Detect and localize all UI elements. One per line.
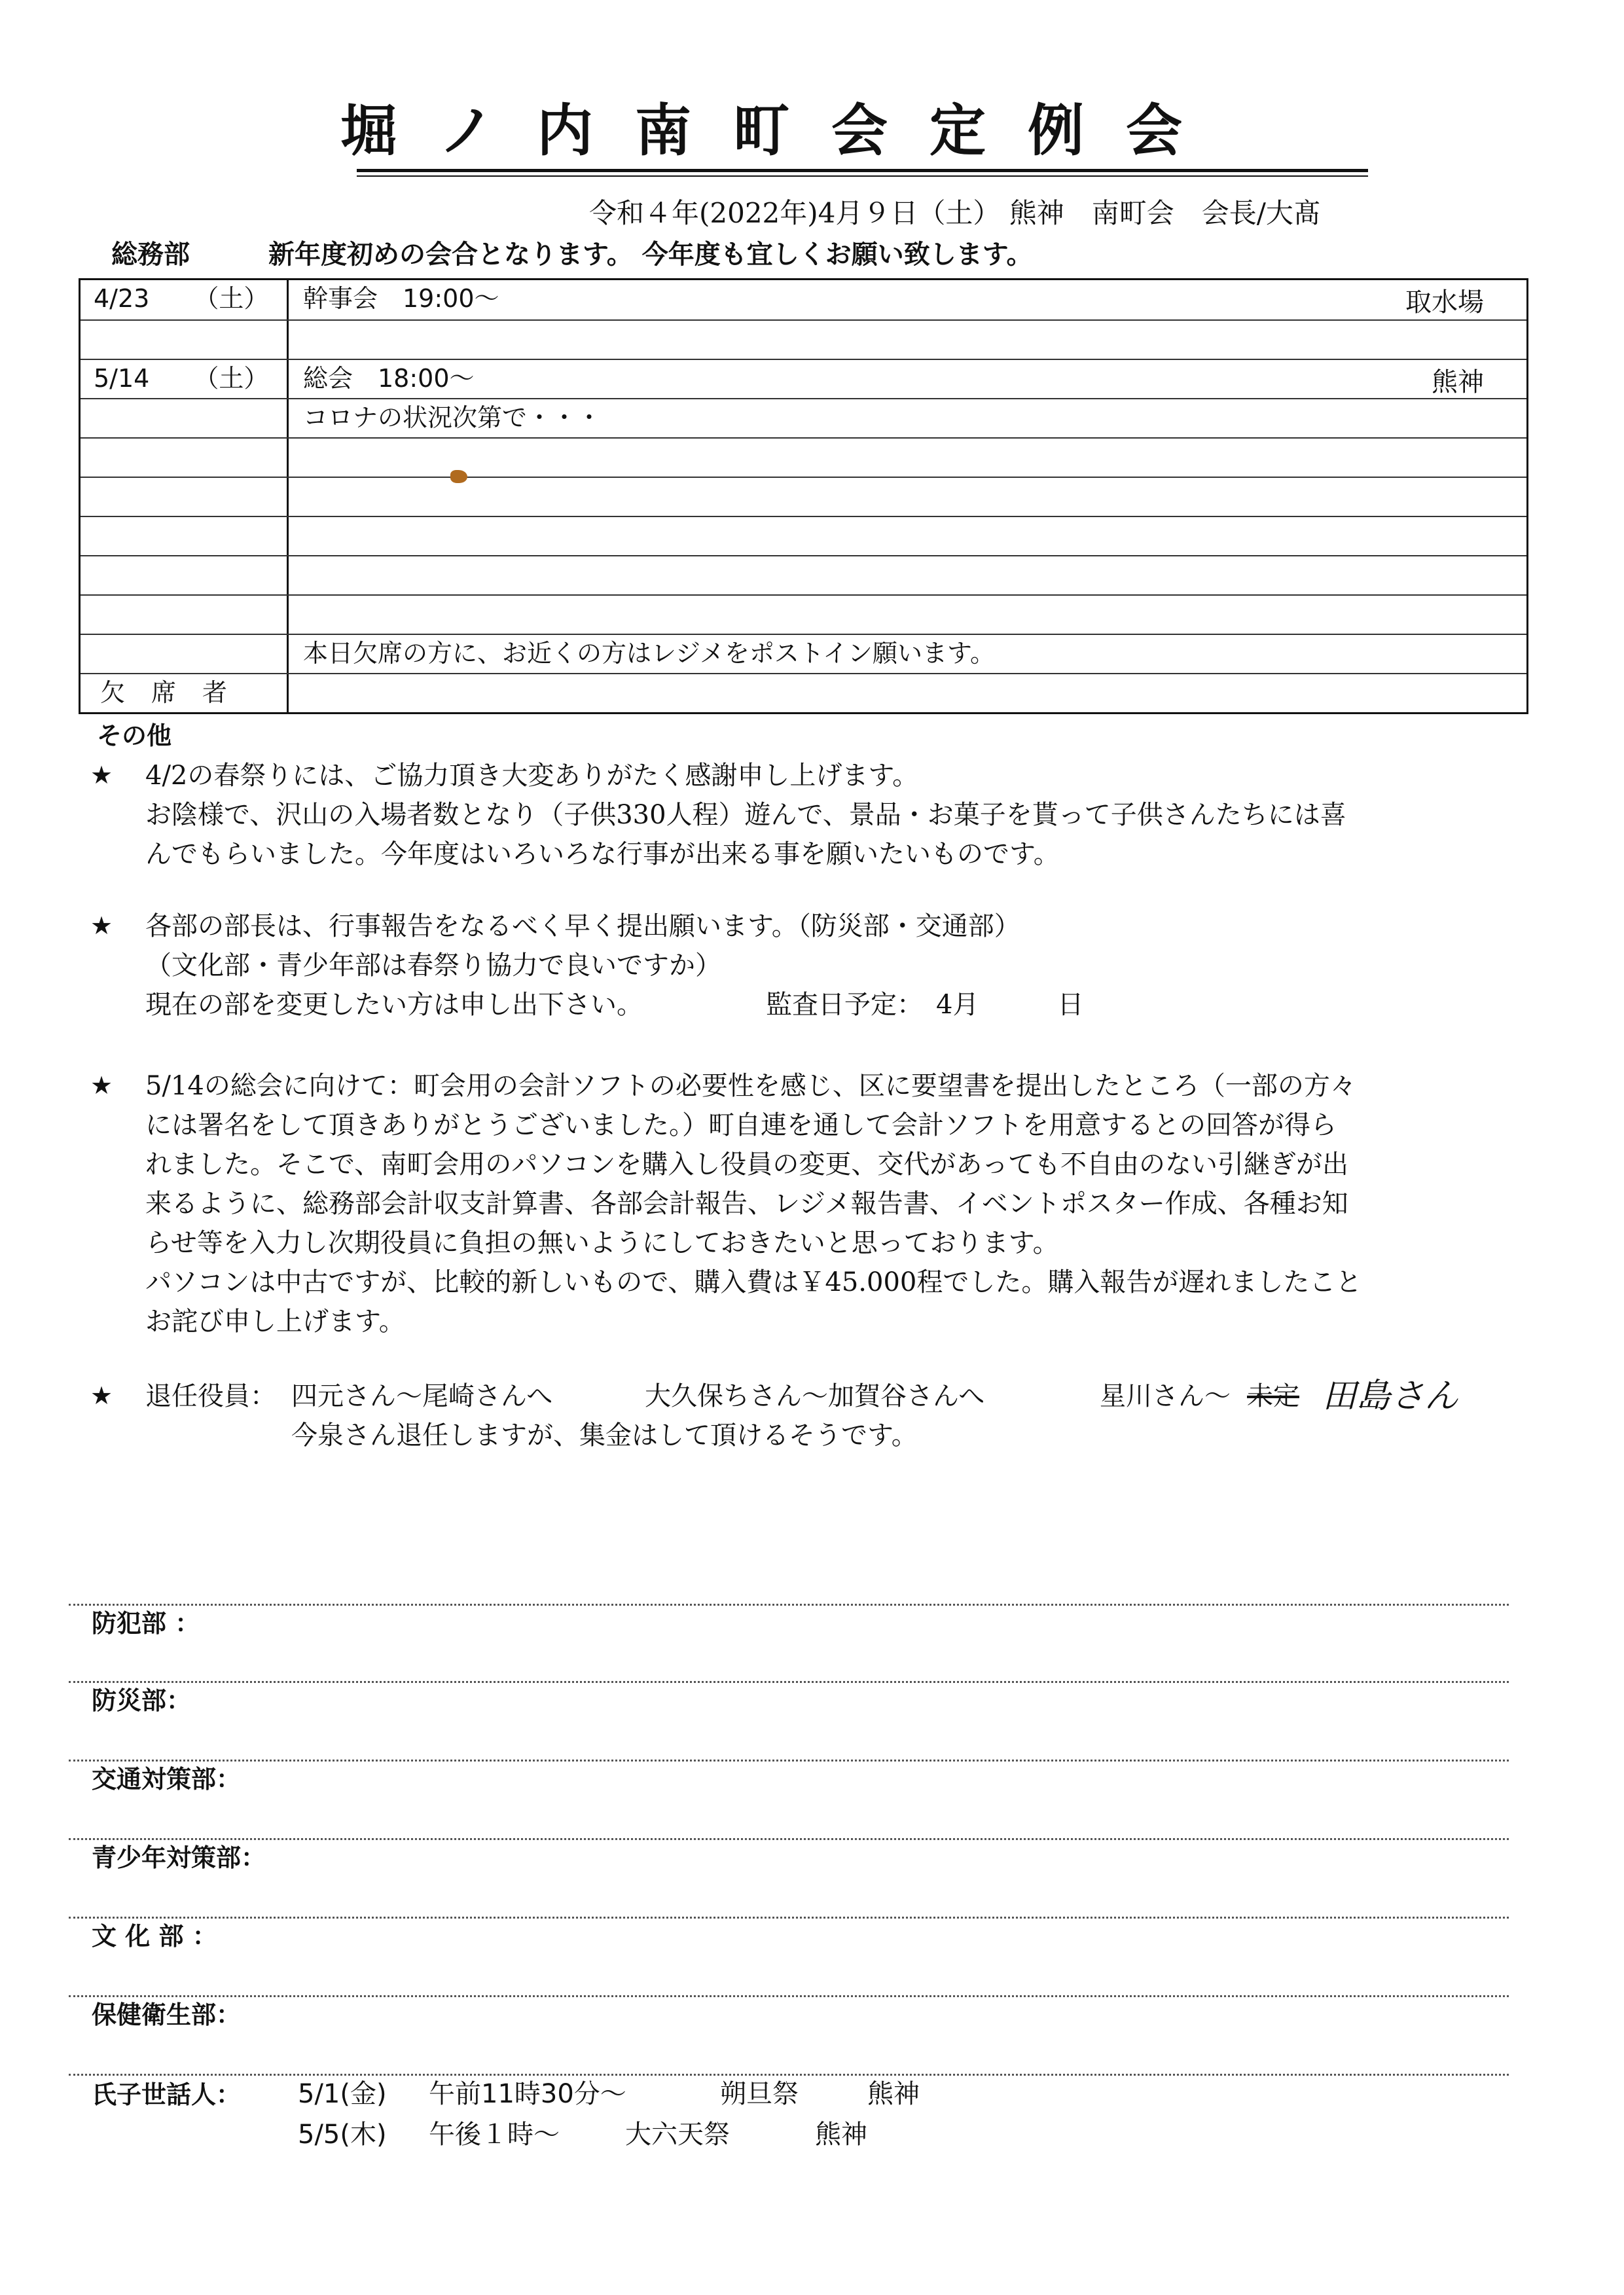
schedule-row	[81, 280, 1526, 319]
schedule-text: 幹事会 19:00～	[303, 284, 499, 313]
schedule-date: 5/14	[94, 364, 150, 393]
item3-line5: らせ等を入力し次期役員に負担の無いようにしておきたいと思っております。	[145, 1228, 1059, 1258]
dept-hoken: 保健衛生部：	[92, 2000, 242, 2029]
schedule-day: （土）	[194, 364, 269, 393]
dotted-divider	[69, 1604, 1509, 1606]
schedule-row	[81, 437, 1526, 477]
dotted-divider	[69, 1681, 1509, 1683]
schedule-row	[81, 477, 1526, 516]
item2-line3: 現在の部を変更したい方は申し出下さい。	[145, 990, 643, 1020]
star-bullet: ★	[90, 1071, 113, 1100]
page-title: 堀ノ内南町会定例会	[340, 98, 1224, 164]
ujiko-label: 氏子世話人：	[92, 2080, 242, 2109]
schedule-row	[81, 634, 1526, 673]
item3-line3: れました。そこで、南町会用のパソコンを購入し役員の変更、交代があっても不自由のない引継ぎが出	[145, 1149, 1348, 1180]
retire-b: 大久保ちさん～加賀谷さんへ	[645, 1381, 985, 1411]
schedule-row	[81, 594, 1526, 634]
item1-line1: 4/2の春祭りには、ご協力頂き大変ありがたく感謝申し上げます。	[145, 761, 919, 791]
sonota-heading: その他	[97, 721, 172, 750]
schedule-text: 本日欠席の方に、お近くの方はレジメをポストイン願います。	[303, 639, 995, 668]
item1-line2: お陰様で、沢山の入場者数となり（子供330人程）遊んで、景品・お菓子を貰って子供さんたちには喜	[145, 800, 1346, 830]
item1-line3: んでもらいました。今年度はいろいろな行事が出来る事を願いたいものです。	[145, 839, 1060, 869]
ujiko-row1-date: 5/1(金)	[298, 2079, 387, 2109]
title-underline	[357, 169, 1368, 172]
star-bullet: ★	[90, 1381, 113, 1410]
ujiko-row1-time: 午前11時30分～	[429, 2079, 626, 2109]
retire-c-struck: 未定	[1247, 1381, 1299, 1411]
handwritten-name: 田島さん	[1322, 1377, 1459, 1416]
dotted-divider	[69, 1917, 1509, 1919]
item3-line1: 5/14の総会に向けて：町会用の会計ソフトの必要性を感じ、区に要望書を提出したところ（一部の方々	[145, 1071, 1356, 1101]
schedule-text: 総会 18:00～	[303, 364, 475, 393]
schedule-text: コロナの状況次第で・・・	[303, 403, 602, 432]
dotted-divider	[69, 1838, 1509, 1840]
ujiko-row2-date: 5/5(木)	[298, 2120, 387, 2150]
dotted-divider	[69, 1995, 1509, 1997]
schedule-date: 4/23	[94, 284, 150, 313]
dept-bohan: 防犯部 ：	[92, 1609, 200, 1638]
ujiko-row2-event: 大六天祭	[625, 2120, 730, 2150]
item2-line1: 各部の部長は、行事報告をなるべく早く提出願います。（防災部・交通部）	[145, 911, 1020, 941]
title-underline-thin	[357, 175, 1368, 177]
ujiko-row2-place: 熊神	[815, 2120, 867, 2150]
somu-label: 総務部	[111, 240, 190, 270]
schedule-row	[81, 398, 1526, 437]
schedule-day: （土）	[194, 284, 269, 313]
item3-line4: 来るように、総務部会計収支計算書、各部会計報告、レジメ報告書、イベントポスター作成、各種お知	[145, 1189, 1348, 1219]
retire-label: 退任役員：	[145, 1381, 276, 1411]
ujiko-row2-time: 午後１時～	[429, 2120, 560, 2150]
schedule-place: 取水場	[1405, 287, 1484, 317]
absent-row	[81, 673, 1526, 712]
star-bullet: ★	[90, 911, 113, 940]
schedule-row	[81, 555, 1526, 594]
date-line: 令和４年(2022年)4月９日（土） 熊神 南町会 会長/大髙	[589, 197, 1321, 229]
retire-a: 四元さん～尾崎さんへ	[291, 1381, 553, 1411]
dept-bunka: 文 化 部 ：	[92, 1922, 217, 1951]
schedule-row	[81, 319, 1526, 359]
item3-line2: には署名をして頂きありがとうございました。）町自連を通して会計ソフトを用意するとの回答が得ら	[145, 1110, 1337, 1140]
somu-message: 新年度初めの会合となります。 今年度も宜しくお願い致します。	[268, 240, 1033, 270]
absent-label: 欠席者	[81, 674, 289, 712]
item2-line2: （文化部・青少年部は春祭り協力で良いですか）	[145, 950, 721, 981]
stain-mark	[450, 470, 467, 483]
audit-date: 監査日予定： 4月 日	[766, 990, 1084, 1020]
item3-line7: お詫び申し上げます。	[145, 1307, 405, 1337]
ujiko-row1-place: 熊神	[867, 2079, 920, 2109]
schedule-row	[81, 516, 1526, 555]
schedule-place: 熊神	[1432, 367, 1484, 397]
retire-line2: 今泉さん退任しますが、集金はして頂けるそうです。	[291, 1420, 918, 1451]
dept-bosai: 防災部：	[92, 1686, 192, 1715]
dept-seishonen: 青少年対策部：	[92, 1843, 266, 1872]
star-bullet: ★	[90, 761, 113, 789]
schedule-table	[79, 278, 1528, 714]
retire-c: 星川さん～	[1100, 1381, 1231, 1411]
schedule-row	[81, 359, 1526, 398]
dept-kotsu: 交通対策部：	[92, 1765, 242, 1794]
dotted-divider	[69, 1760, 1509, 1762]
item3-line6: パソコンは中古ですが、比較的新しいもので、購入費は￥45.000程でした。購入報告が遅れましたこと	[145, 1267, 1362, 1297]
ujiko-row1-event: 朔旦祭	[720, 2079, 799, 2109]
